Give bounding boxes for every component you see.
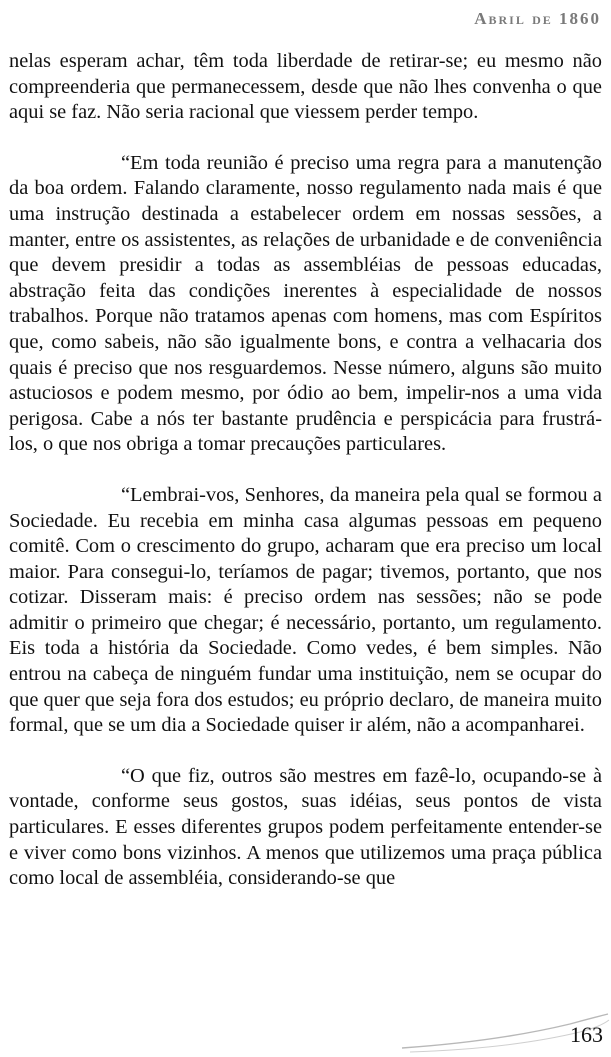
page-body bbox=[9, 49, 602, 917]
paragraph-2: “Em toda reunião é preciso uma regra para a manutenção da boa ordem. Falando claramente, nosso regulamento nada mais é que uma instrução destinada a estabelecer ordem em nossas sessões, a manter, entre os assistentes, as relações de urbanidade e de conveniência que devem presidir a todas as assembléias de pessoas educadas, abstração feita das condições inerentes à especialidade de nossos trabalhos. Porque não tratamos apenas com homens, mas com Espíritos que, como sabeis, não são igualmente bons, e contra a velhacaria dos quais é preciso que nos resguardemos. Nesse número, alguns são muito astuciosos e podem mesmo, por ódio ao bem, impelir-nos a uma vida perigosa. Cabe a nós ter bastante prudência e perspicácia para frustrá-los, o que nos obriga a tomar precauções particulares. bbox=[9, 151, 602, 456]
page-number: 163 bbox=[570, 1022, 603, 1047]
running-header: Abril de 1860 bbox=[474, 9, 601, 28]
paragraph-1: nelas esperam achar, têm toda liberdade de retirar-se; eu mesmo não compreenderia que permanecessem, desde que não lhes convenha o que aqui se faz. Não seria racional que viessem perder tempo. bbox=[9, 50, 602, 124]
paragraph-4: “O que fiz, outros são mestres em fazê-lo, ocupando-se à vontade, conforme seus gostos, suas idéias, seus pontos de vista particulares. E esses diferentes grupos podem perfeitamente entender-se e viver como bons vizinhos. A menos que utilizemos uma praça pública como local de assembléia, considerando-se que bbox=[9, 764, 602, 890]
paragraph-3: “Lembrai-vos, Senhores, da maneira pela qual se formou a Sociedade. Eu recebia em minha casa algumas pessoas em pequeno comitê. Com o crescimento do grupo, acharam que era preciso um local maior. Para consegui-lo, teríamos de pagar; tivemos, portanto, que nos cotizar. Disseram mais: é preciso ordem nas sessões; não se pode admitir o primeiro que chegar; é necessário, portanto, um regulamento. Eis toda a história da Sociedade. Como vedes, é bem simples. Não entrou na cabeça de ninguém fundar uma instituição, nem se ocupar do que quer que seja fora dos estudos; eu próprio declaro, de maneira muito formal, que se um dia a Sociedade quiser ir além, não a acompanharei. bbox=[9, 483, 602, 737]
